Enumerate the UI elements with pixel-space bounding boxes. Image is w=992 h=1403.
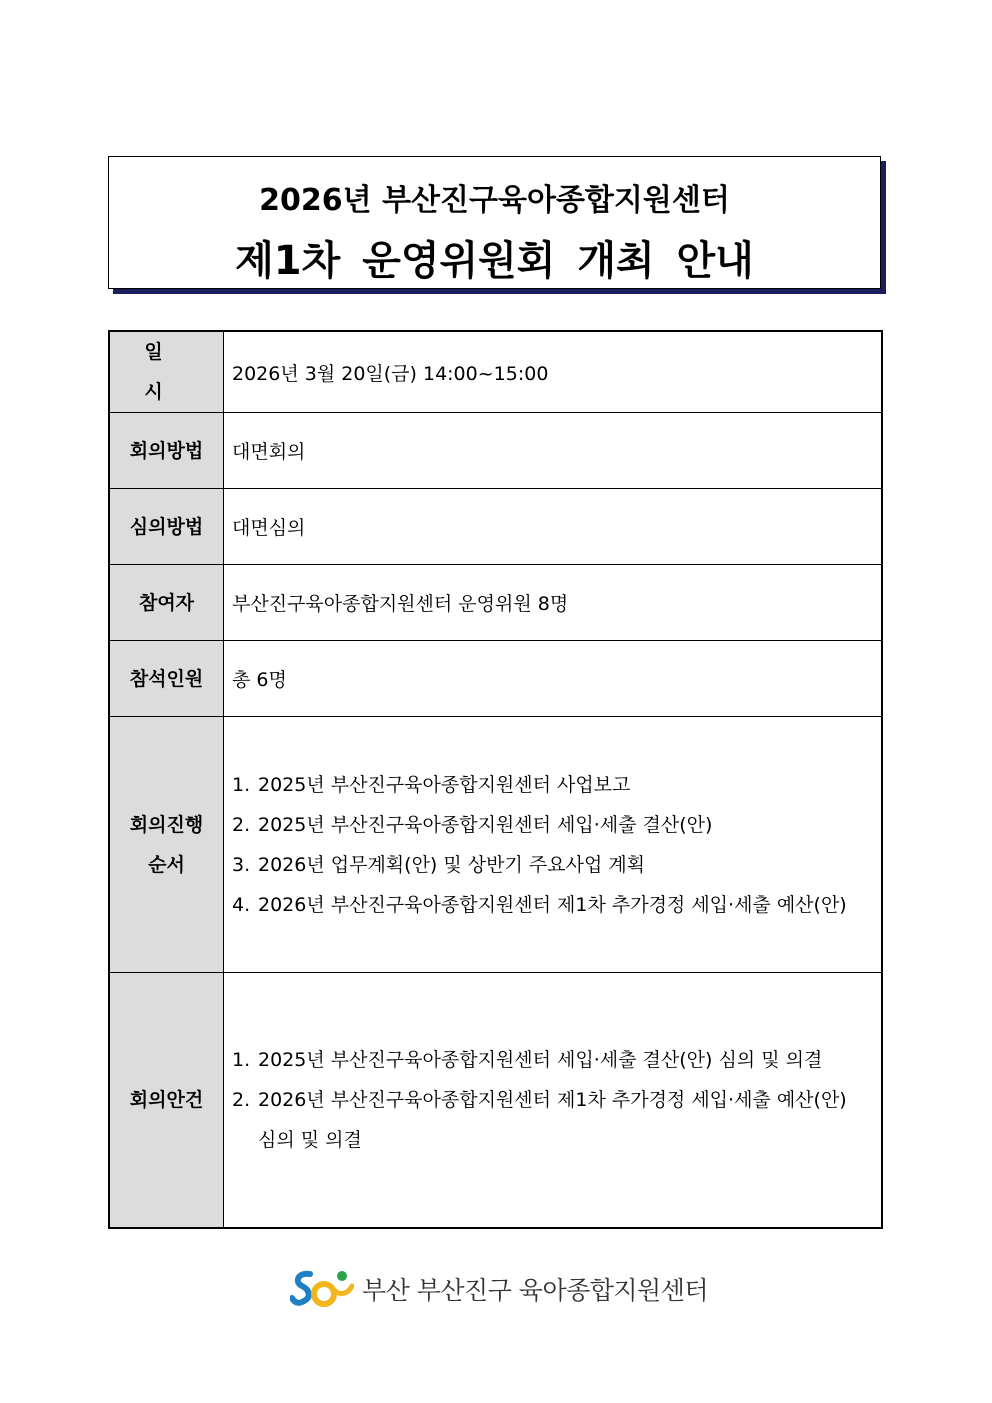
row-label-meeting-method: 회의방법: [109, 413, 224, 489]
table-row: [109, 717, 882, 973]
row-value-agenda-matters: [224, 973, 883, 1229]
title-box: [108, 156, 881, 289]
title-line-1: 2026년 부산진구육아종합지원센터: [259, 183, 730, 218]
footer: [290, 1266, 708, 1312]
row-label-agenda-matters: 회의안건: [109, 973, 224, 1229]
list-item: 1. 2025년 부산진구육아종합지원센터 세입·세출 결산(안) 심의 및 의결: [232, 1049, 823, 1071]
center-logo-icon: [290, 1268, 354, 1310]
list-item: 1. 2025년 부산진구육아종합지원센터 사업보고: [232, 773, 631, 796]
table-row: [109, 489, 882, 565]
row-value-agenda-order: [224, 717, 883, 973]
table-row: [109, 413, 882, 489]
row-value-meeting-method: 대면회의: [224, 413, 883, 489]
list-item: 2. 2025년 부산진구육아종합지원센터 세입·세출 결산(안): [232, 813, 713, 836]
agenda-label-line-1: 회의진행: [129, 813, 204, 836]
list-item: 3. 2026년 업무계획(안) 및 상반기 주요사업 계획: [232, 853, 646, 876]
row-value-review-method: 대면심의: [224, 489, 883, 565]
title-line-2: 제1차 운영위원회 개최 안내: [235, 238, 754, 284]
row-label-attendance: 참석인원: [109, 641, 224, 717]
footer-text: 부산 부산진구 육아종합지원센터: [362, 1276, 708, 1305]
table-row: [109, 641, 882, 717]
row-value-datetime: 2026년 3월 20일(금) 14:00~15:00: [224, 331, 883, 413]
list-item: 2. 2026년 부산진구육아종합지원센터 제1차 추가경정 세입·세출 예산(안) 심의 및 의결: [232, 1089, 847, 1151]
agenda-label-line-2: 순서: [148, 853, 185, 876]
row-value-participants: 부산진구육아종합지원센터 운영위원 8명: [224, 565, 883, 641]
row-label-participants: 참여자: [109, 565, 224, 641]
row-value-attendance: 총 6명: [224, 641, 883, 717]
table-row: [109, 331, 882, 413]
row-label-datetime: 일 시: [109, 331, 224, 413]
row-label-agenda-order: [109, 717, 224, 973]
list-item: 4. 2026년 부산진구육아종합지원센터 제1차 추가경정 세입·세출 예산(안): [232, 893, 847, 916]
agenda-list: [232, 765, 881, 925]
info-table: [108, 330, 883, 1229]
table-row: [109, 565, 882, 641]
row-label-review-method: 심의방법: [109, 489, 224, 565]
matters-list: [232, 1040, 881, 1160]
table-row: [109, 973, 882, 1229]
